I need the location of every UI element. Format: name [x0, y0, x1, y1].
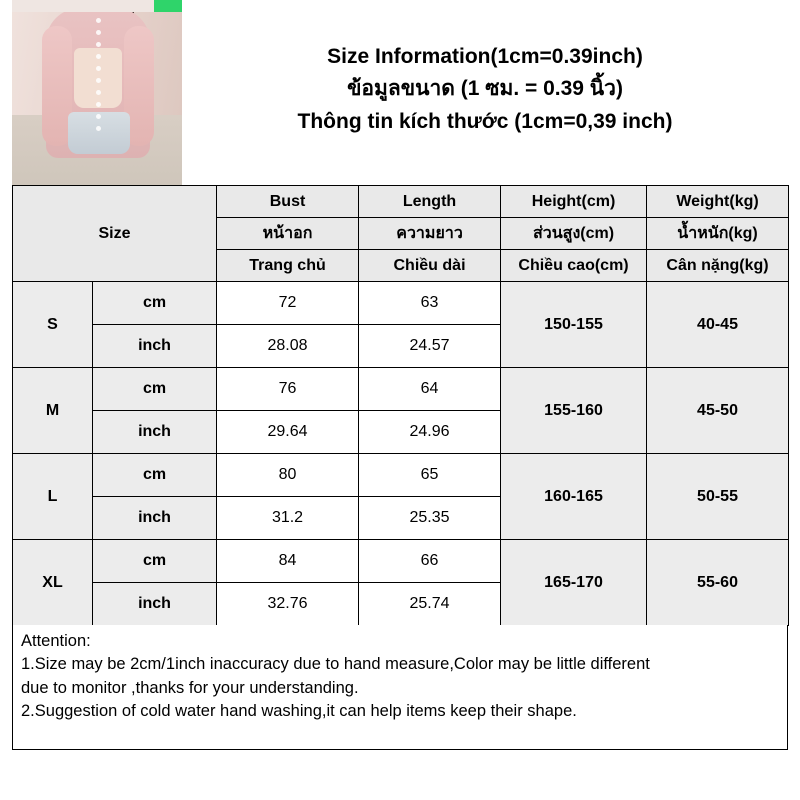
unit-cm-l: cm — [93, 454, 217, 497]
height-l: 160-165 — [501, 454, 647, 540]
weight-xl: 55-60 — [647, 540, 789, 626]
product-photo — [12, 0, 182, 185]
title-vi: Thông tin kích thước (1cm=0,39 inch) — [297, 109, 673, 133]
col-height-en: Height(cm) — [501, 186, 647, 218]
row-size-xl: XL — [13, 540, 93, 626]
bust-cm-m: 76 — [217, 368, 359, 411]
unit-inch-l: inch — [93, 497, 217, 540]
unit-cm-m: cm — [93, 368, 217, 411]
length-inch-m: 24.96 — [359, 411, 501, 454]
height-m: 155-160 — [501, 368, 647, 454]
bust-inch-xl: 32.76 — [217, 583, 359, 626]
length-inch-s: 24.57 — [359, 325, 501, 368]
title-th: ข้อมูลขนาด (1 ซม. = 0.39 นิ้ว) — [347, 77, 623, 101]
attention-line-2: due to monitor ,thanks for your understanding. — [21, 678, 359, 697]
col-length-th: ความยาว — [359, 218, 501, 250]
weight-s: 40-45 — [647, 282, 789, 368]
col-height-th: ส่วนสูง(cm) — [501, 218, 647, 250]
col-weight-th: น้ำหนัก(kg) — [647, 218, 789, 250]
cardigan-buttons — [96, 18, 102, 114]
row-size-l: L — [13, 454, 93, 540]
attention-line-3: 2.Suggestion of cold water hand washing,it can help items keep their shape. — [21, 702, 577, 721]
table-row — [13, 368, 789, 411]
length-inch-l: 25.35 — [359, 497, 501, 540]
bust-cm-xl: 84 — [217, 540, 359, 583]
unit-cm-xl: cm — [93, 540, 217, 583]
height-xl: 165-170 — [501, 540, 647, 626]
size-header-cell: Size — [13, 186, 217, 282]
length-cm-l: 65 — [359, 454, 501, 497]
header-titles — [182, 0, 788, 185]
length-cm-m: 64 — [359, 368, 501, 411]
title-en: Size Information(1cm=0.39inch) — [327, 45, 643, 69]
table-row — [13, 454, 789, 497]
bust-cm-s: 72 — [217, 282, 359, 325]
header-band — [12, 0, 788, 185]
height-s: 150-155 — [501, 282, 647, 368]
length-cm-s: 63 — [359, 282, 501, 325]
table-header-row-en — [13, 186, 789, 218]
col-height-vi: Chiều cao(cm) — [501, 250, 647, 282]
unit-inch-s: inch — [93, 325, 217, 368]
unit-inch-xl: inch — [93, 583, 217, 626]
attention-title: Attention: — [21, 632, 91, 650]
unit-cm-s: cm — [93, 282, 217, 325]
col-bust-th: หน้าอก — [217, 218, 359, 250]
length-inch-xl: 25.74 — [359, 583, 501, 626]
attention-block — [12, 625, 788, 750]
col-weight-vi: Cân nặng(kg) — [647, 250, 789, 282]
table-row — [13, 540, 789, 583]
size-table — [12, 185, 789, 626]
weight-m: 45-50 — [647, 368, 789, 454]
bust-inch-l: 31.2 — [217, 497, 359, 540]
weight-l: 50-55 — [647, 454, 789, 540]
col-bust-en: Bust — [217, 186, 359, 218]
unit-inch-m: inch — [93, 411, 217, 454]
col-bust-vi: Trang chủ — [217, 250, 359, 282]
green-marker — [154, 0, 182, 12]
length-cm-xl: 66 — [359, 540, 501, 583]
attention-line-1: 1.Size may be 2cm/1inch inaccuracy due to hand measure,Color may be little different — [21, 655, 650, 674]
col-length-vi: Chiều dài — [359, 250, 501, 282]
bust-cm-l: 80 — [217, 454, 359, 497]
row-size-s: S — [13, 282, 93, 368]
table-row — [13, 282, 789, 325]
row-size-m: M — [13, 368, 93, 454]
bust-inch-s: 28.08 — [217, 325, 359, 368]
col-length-en: Length — [359, 186, 501, 218]
bust-inch-m: 29.64 — [217, 411, 359, 454]
col-weight-en: Weight(kg) — [647, 186, 789, 218]
